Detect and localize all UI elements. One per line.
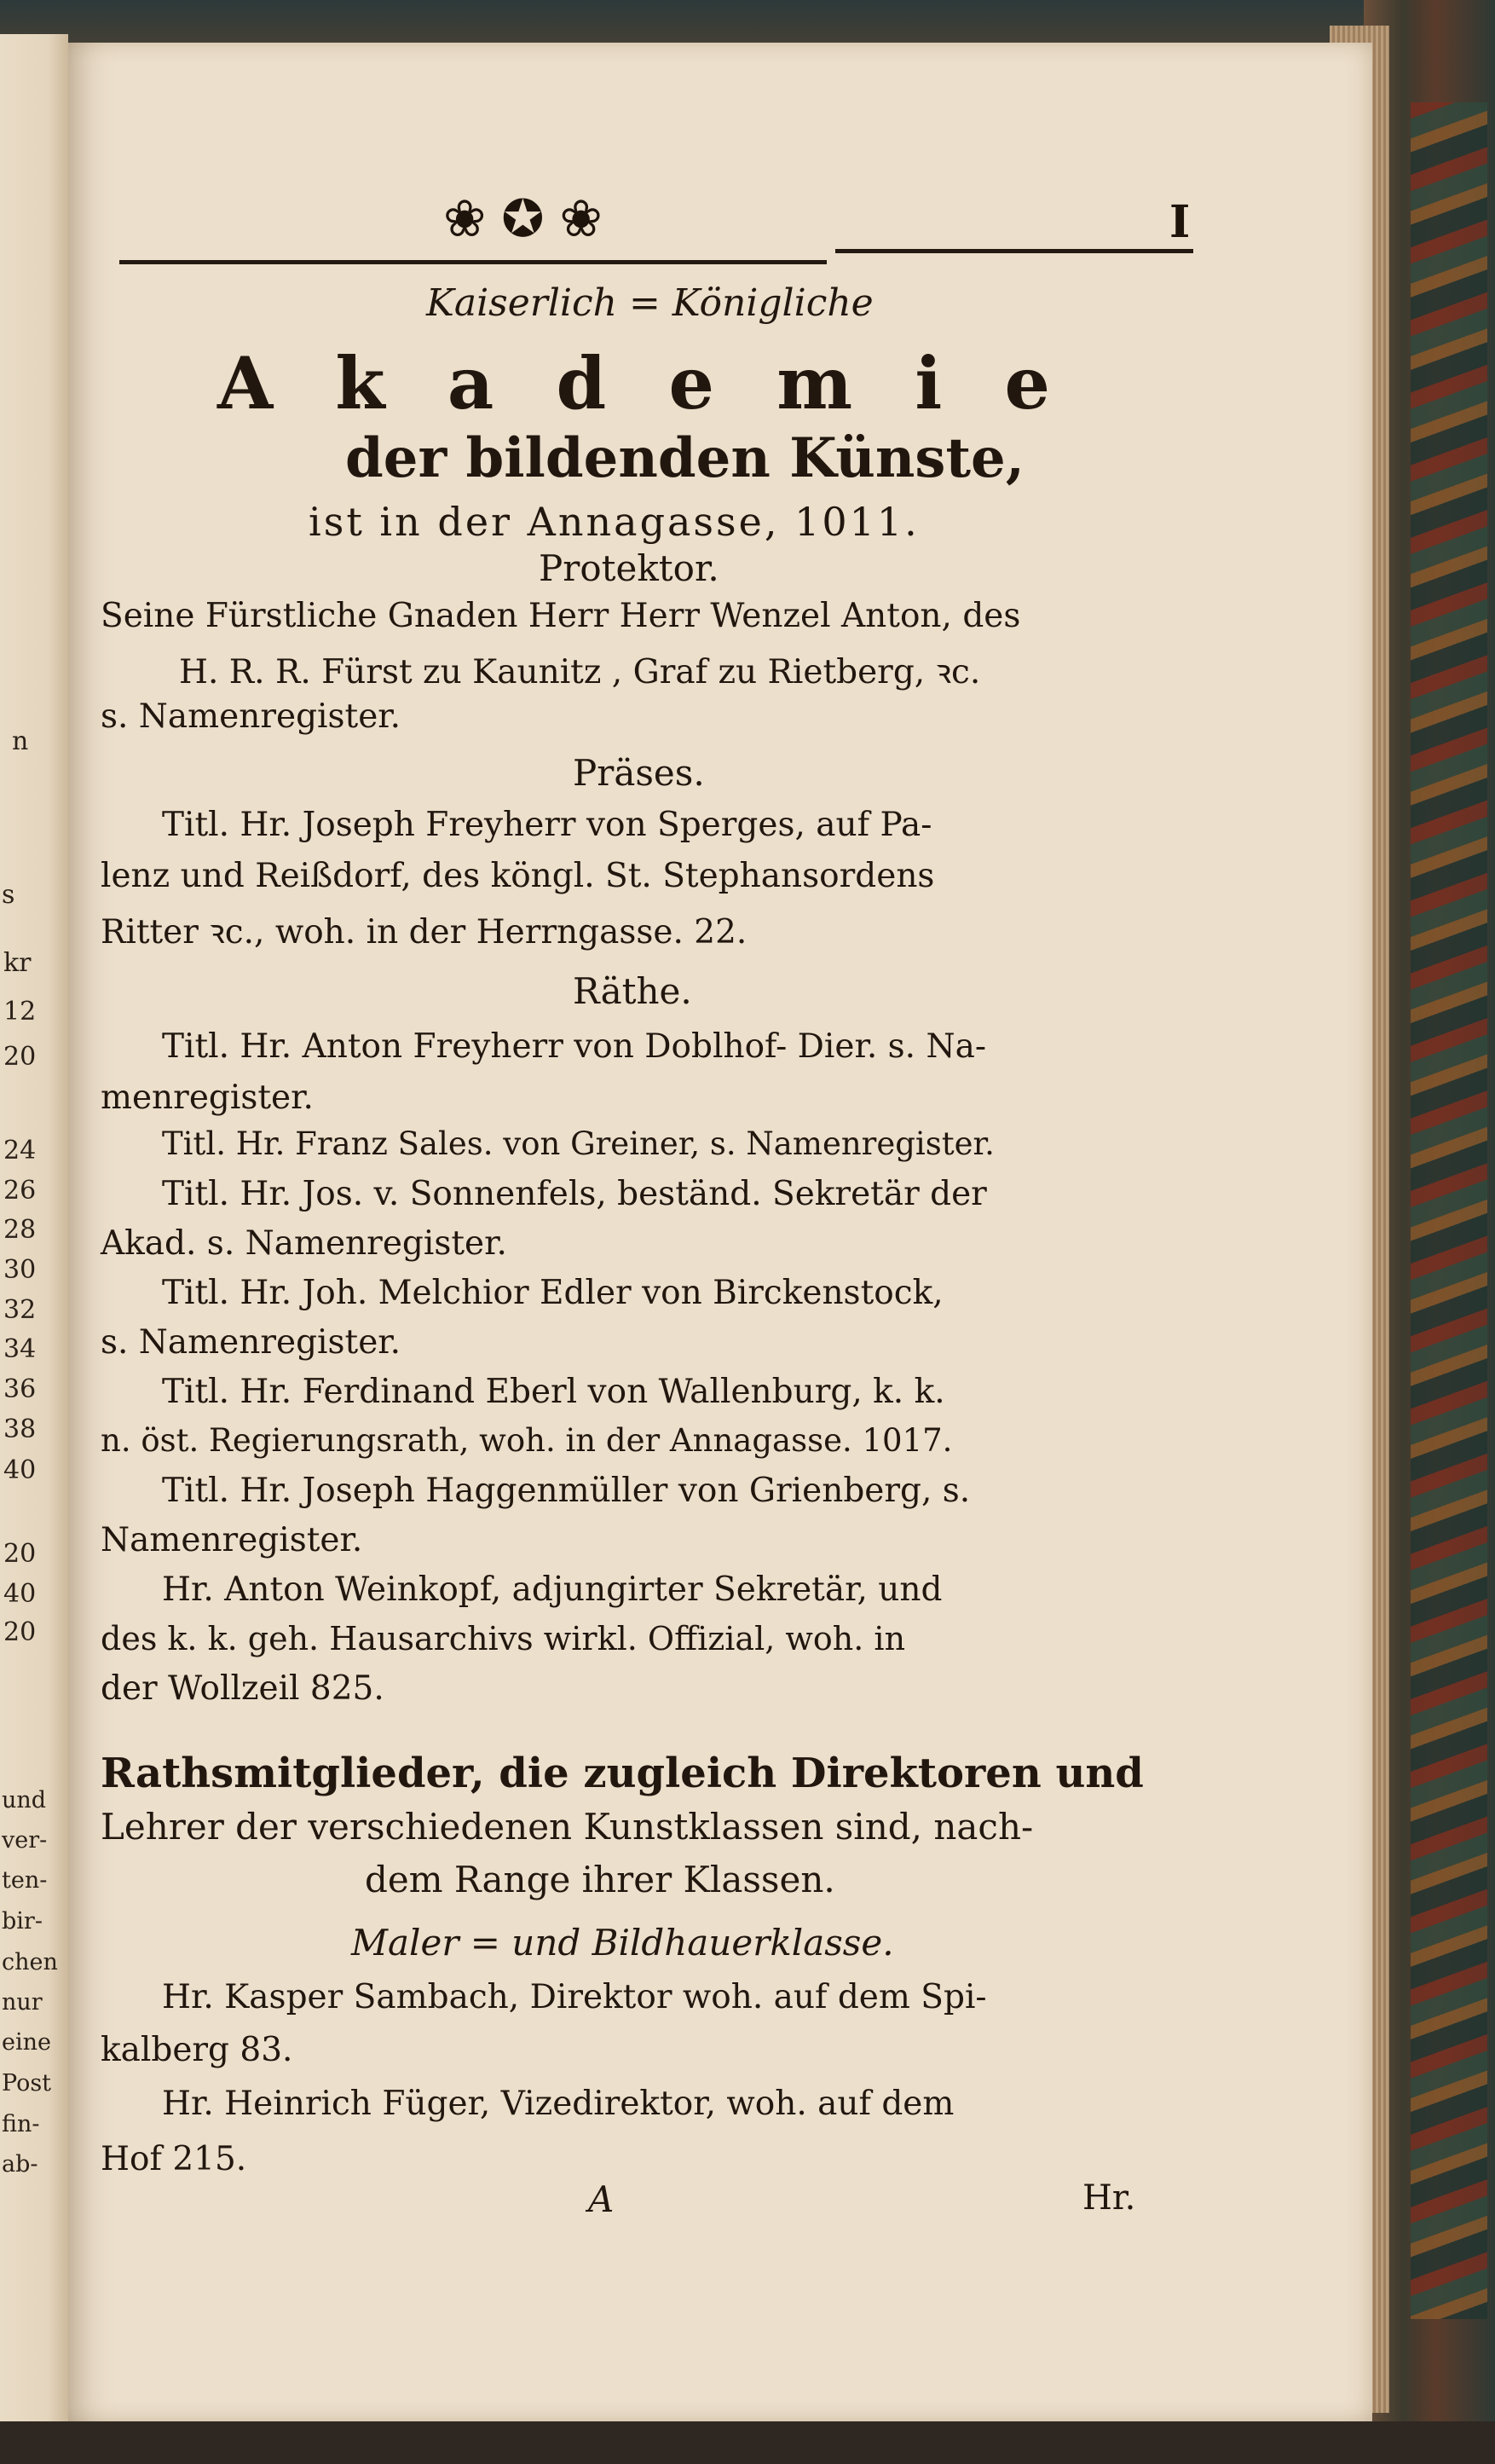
margin-fragment: 26 xyxy=(3,1176,37,1206)
text-line: Titl. Hr. Joseph Freyherr von Sperges, auf Pa- xyxy=(162,806,932,844)
catchword: Hr. xyxy=(1082,2178,1136,2218)
title-line-4: ist in der Annagasse, 1011. xyxy=(309,499,920,545)
margin-fragment: 12 xyxy=(3,997,37,1027)
text-line: Hr. Heinrich Füger, Vizedirektor, woh. auf dem xyxy=(162,2085,955,2123)
margin-fragment: Post xyxy=(2,2070,52,2097)
title-line-1: Kaiserlich = Königliche xyxy=(426,281,874,325)
rathsmitglieder-heading-line: dem Range ihrer Klassen. xyxy=(365,1859,835,1900)
text-line: lenz und Reißdorf, des köngl. St. Stephansordens xyxy=(101,857,935,895)
margin-fragment: ver- xyxy=(2,1827,48,1854)
text-line: Ritter ꝛc., woh. in der Herrngasse. 22. xyxy=(101,913,748,951)
margin-fragment: n xyxy=(12,726,29,756)
text-line: Titl. Hr. Ferdinand Eberl von Wallenburg, k. k. xyxy=(162,1373,945,1411)
text-line: des k. k. geh. Hausarchivs wirkl. Offizial, woh. in xyxy=(101,1620,906,1657)
header-rule-left xyxy=(119,260,827,264)
margin-fragment: 30 xyxy=(3,1255,37,1285)
marbled-endpaper xyxy=(1411,102,1487,2319)
text-line: Titl. Hr. Anton Freyherr von Doblhof- Dier. s. Na- xyxy=(162,1027,987,1066)
title-line-3: der bildenden Künste, xyxy=(345,426,1025,490)
margin-fragment: s xyxy=(2,880,15,910)
margin-fragment: 32 xyxy=(3,1295,37,1325)
margin-fragment: 40 xyxy=(3,1455,37,1485)
text-line: der Wollzeil 825. xyxy=(101,1669,384,1708)
margin-fragment: 40 xyxy=(3,1579,37,1609)
margin-fragment: 34 xyxy=(3,1334,37,1364)
text-line: n. öst. Regierungsrath, woh. in der Annagasse. 1017. xyxy=(101,1422,953,1459)
text-line: Titl. Hr. Joseph Haggenmüller von Grienberg, s. xyxy=(162,1472,971,1510)
margin-fragment: 36 xyxy=(3,1374,37,1404)
margin-fragment: 28 xyxy=(3,1215,37,1245)
signature-mark: A xyxy=(588,2178,615,2220)
title-akademie: A k a d e m i e xyxy=(217,341,1069,425)
rathsmitglieder-heading-line: Rathsmitglieder, die zugleich Direktoren und xyxy=(101,1750,1144,1797)
margin-fragment: bir- xyxy=(2,1908,43,1935)
margin-fragment: eine xyxy=(2,2029,51,2056)
text-line: Titl. Hr. Franz Sales. von Greiner, s. Namenregister. xyxy=(162,1125,995,1162)
text-line: Akad. s. Namenregister. xyxy=(101,1224,507,1263)
header-ornament: ❀✪❀ xyxy=(443,189,618,249)
margin-fragment: ab- xyxy=(2,2151,38,2178)
text-line: H. R. R. Fürst zu Kaunitz , Graf zu Rietberg, ꝛc. xyxy=(179,653,981,691)
section-heading-protektor: Protektor. xyxy=(539,547,719,589)
text-line: Hr. Kasper Sambach, Direktor woh. auf dem Spi- xyxy=(162,1978,987,2016)
margin-fragment: ten- xyxy=(2,1867,48,1894)
section-heading-praeses: Präses. xyxy=(573,752,705,794)
text-line: Titl. Hr. Jos. v. Sonnenfels, beständ. Sekretär der xyxy=(162,1175,987,1213)
text-line: Hof 215. xyxy=(101,2140,247,2178)
margin-fragment: 20 xyxy=(3,1539,37,1569)
text-line: kalberg 83. xyxy=(101,2031,293,2069)
text-line: s. Namenregister. xyxy=(101,697,401,736)
text-line: Namenregister. xyxy=(101,1521,363,1559)
margin-fragment: 38 xyxy=(3,1414,37,1444)
text-line: Hr. Anton Weinkopf, adjungirter Sekretär, und xyxy=(162,1570,943,1609)
text-line: Titl. Hr. Joh. Melchior Edler von Birckenstock, xyxy=(162,1274,944,1312)
scan-bottom-band xyxy=(0,2421,1495,2464)
text-line: Seine Fürstliche Gnaden Herr Herr Wenzel Anton, des xyxy=(101,597,1021,635)
page-number: I xyxy=(1169,196,1191,248)
margin-fragment: nur xyxy=(2,1989,43,2016)
margin-fragment: und xyxy=(2,1787,47,1813)
margin-fragment: kr xyxy=(3,948,32,978)
margin-fragment: chen xyxy=(2,1949,58,1975)
subheading-klasse: Maler = und Bildhauerklasse. xyxy=(351,1922,894,1964)
margin-fragment: 20 xyxy=(3,1617,37,1647)
rathsmitglieder-heading-line: Lehrer der verschiedenen Kunstklassen sind, nach- xyxy=(101,1806,1034,1848)
header-rule-right xyxy=(835,249,1193,253)
margin-fragment: 20 xyxy=(3,1042,37,1072)
margin-fragment: fin- xyxy=(2,2111,40,2137)
margin-fragment: 24 xyxy=(3,1136,37,1165)
section-heading-raethe: Räthe. xyxy=(573,970,692,1012)
text-line: s. Namenregister. xyxy=(101,1323,401,1362)
text-line: menregister. xyxy=(101,1079,314,1117)
